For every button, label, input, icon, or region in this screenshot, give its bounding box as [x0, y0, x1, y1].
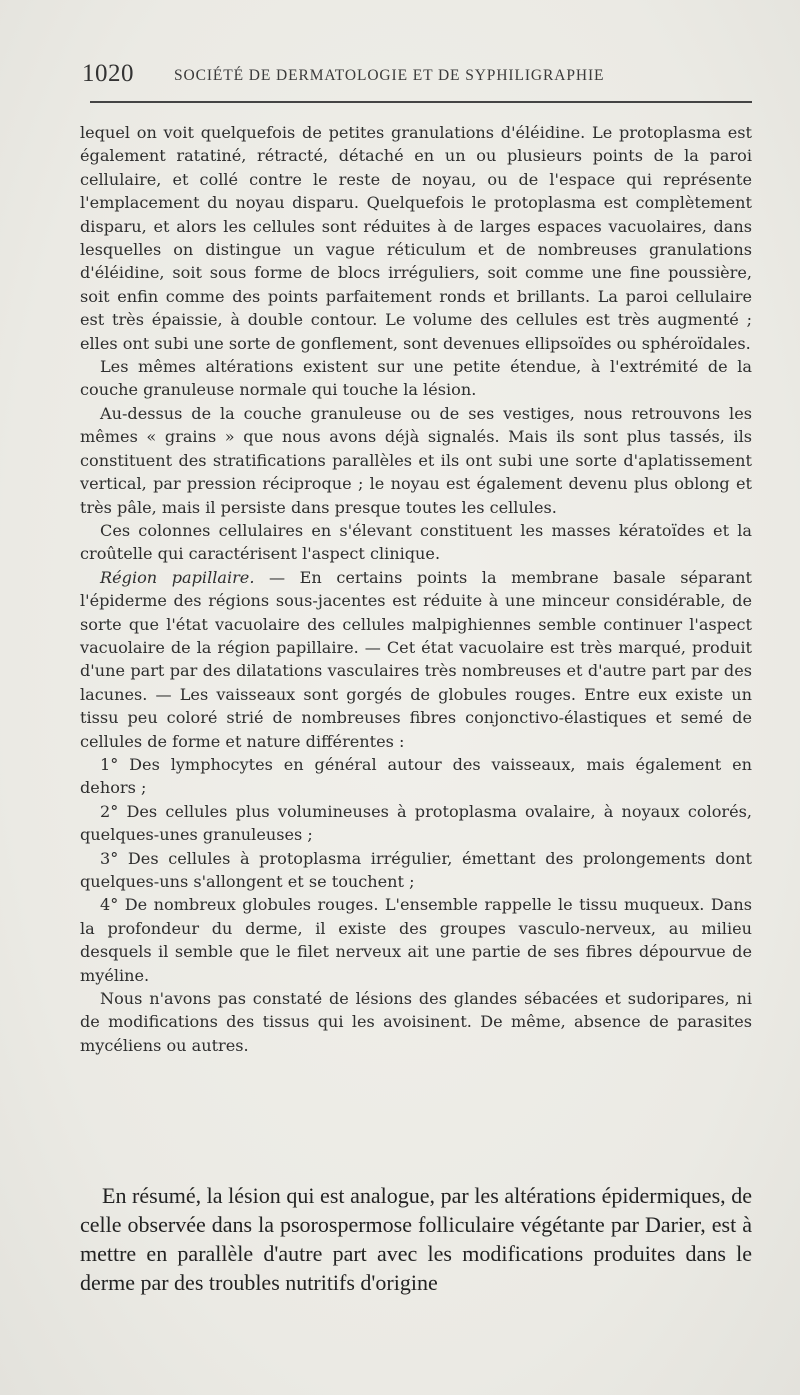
paragraph-2: Les mêmes altérations existent sur une petite étendue, à l'extrémité de la couche granuleuse normale qui touche la lésion.	[80, 357, 752, 400]
conclusion-block	[80, 1181, 752, 1297]
page-number: 1020	[82, 60, 134, 87]
header-rule	[90, 101, 752, 103]
paragraph-4: Ces colonnes cellulaires en s'élevant constituent les masses kératoïdes et la croûtelle qui caractérisent l'aspect clinique.	[80, 520, 752, 564]
paragraph-1: lequel on voit quelquefois de petites granulations d'éléidine. Le protoplasma est également ratatiné, rétracté, détaché en un ou plusieurs points de la paroi cellulaire, et collé contre le reste de noyau, ou de l'espace qui représente l'emplacement du noyau disparu. Quelquefois le protoplasma est complètement disparu, et alors les cellules sont réduites à de larges espaces vacuolaires, dans lesquelles on distingue un vague réticulum et de nombreuses granulations d'éléidine, soit sous forme de blocs irréguliers, soit comme une fine poussière, soit enfin comme des points parfaitement ronds et brillants. La paroi cellulaire est très épaissie, à double contour. Le volume des cellules est très augmenté ; elles ont subi une sorte de gonflement, sont devenues ellipsoïdes ou sphéroïdales.	[80, 123, 752, 353]
list-item-2: 2° Des cellules plus volumineuses à protoplasma ovalaire, à noyaux colorés, quelques-unes granuleuses ;	[80, 801, 752, 845]
conclusion-text: En résumé, la lésion qui est analogue, par les altérations épidermiques, de celle observée dans la psorospermose folliculaire végétante par Darier, est à mettre en parallèle d'autre part avec les modifications produites dans le derme par des troubles nutritifs d'origine	[80, 1183, 752, 1295]
paragraph-5	[80, 566, 752, 753]
paragraph-10: Nous n'avons pas constaté de lésions des glandes sébacées et sudoripares, ni de modifications des tissus qui les avoisinent. De même, absence de parasites mycéliens ou autres.	[80, 989, 752, 1055]
running-title: SOCIÉTÉ DE DERMATOLOGIE ET DE SYPHILIGRAPHIE	[174, 67, 605, 84]
paragraph-3: Au-dessus de la couche granuleuse ou de ses vestiges, nous retrouvons les mêmes « grains » que nous avons déjà signalés. Mais ils sont plus tassés, ils constituent des stratifications parallèles et ils ont subi une sorte d'aplatissement vertical, par pression réciproque ; le noyau est également devenu plus oblong et très pâle, mais il persiste dans presque toutes les cellules.	[80, 403, 752, 517]
list-item-3: 3° Des cellules à protoplasma irrégulier, émettant des prolongements dont quelques-uns s'allongent et se touchent ;	[80, 848, 752, 891]
section-heading-papillary-region: Région papillaire.	[100, 567, 255, 587]
list-item-1: 1° Des lymphocytes en général autour des vaisseaux, mais également en dehors ;	[80, 754, 752, 798]
body-text	[80, 121, 752, 1057]
page-header	[82, 60, 752, 90]
paragraph-5-body: — En certains points la membrane basale séparant l'épiderme des régions sous-jacentes est réduite à une minceur considérable, de sorte que l'état vacuolaire des cellules malpighiennes semble continuer l'aspect vacuolaire de la région papillaire. — Cet état vacuolaire est très marqué, produit d'une part par des dilatations vasculaires très nombreuses et d'autre part par des lacunes. — Les vaisseaux sont gorgés de globules rouges. Entre eux existe un tissu peu coloré strié de nombreuses fibres conjonctivo-élastiques et semé de cellules de forme et nature différentes :	[80, 567, 752, 751]
list-item-4: 4° De nombreux globules rouges. L'ensemble rappelle le tissu muqueux. Dans la profondeur du derme, il existe des groupes vasculo-nerveux, au milieu desquels il semble que le filet nerveux ait une partie de ses fibres dépourvue de myéline.	[80, 895, 752, 985]
